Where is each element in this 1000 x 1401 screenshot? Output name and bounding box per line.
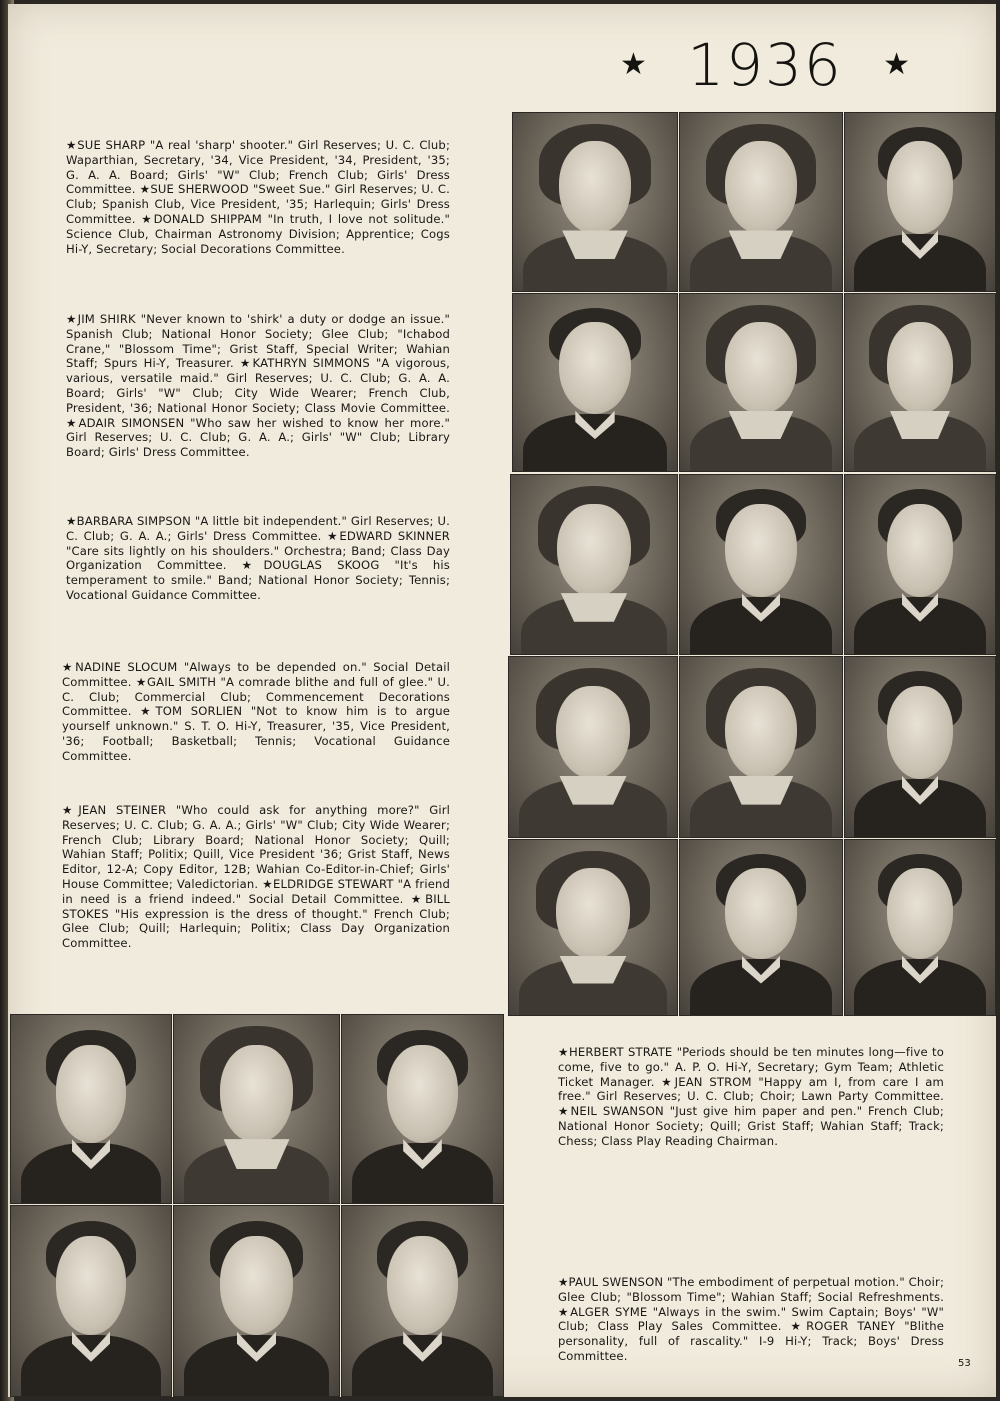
page-number: 53 [958,1358,971,1369]
portrait-photo [844,656,996,838]
portrait-photo [10,1205,172,1397]
bio-block-shirk-simmons-simonsen: ★JIM SHIRK "Never known to 'shirk' a duty or dodge an issue." Spanish Club; National Honor Society; Glee Club; "Ichabod Crane," "Blossom Time"; Grist Staff, Special Writer; Wahian Staff; Spurs Hi-Y, Treasurer. ★KATHRYN SIMMONS "A vigorous, various, versatile maid." Girl Reserves; U. C. Club; G. A. A. Board; Girls' "W" Club; City Wide Wearer; French Club, President, '36; National Honor Society; Class Movie Committee. ★ADAIR SIMONSEN "Who saw her wished to know her more." Girl Reserves; U. C. Club; G. A. A.; Girls' "W" Club; Library Board; Girls' Dress Committee. [66,312,450,460]
portrait-photo [512,293,678,472]
portrait-photo [679,839,843,1016]
bio-block-swenson-syme-taney: ★PAUL SWENSON "The embodiment of perpetual motion." Choir; Glee Club; "Blossom Time"; Wahian Staff; Social Refreshments. ★ALGER SYME "Always in the swim." Swim Captain; Boys' "W" Club; Class Play Sales Committee. ★ROGER TANEY "Blithe personality, full of rascality." I-9 Hi-Y; Track; Boys' Dress Committee. [558,1275,944,1363]
bio-block-slocum-smith-sorlien: ★NADINE SLOCUM "Always to be depended on." Social Detail Committee. ★GAIL SMITH "A comrade blithe and full of glee." U. C. Club; Commercial Club; Commencement Decorations Committee. ★TOM SORLIEN "Not to know him is to argue yourself unknown." S. T. O. Hi-Y, Treasurer, '35, Vice President, '36; Football; Basketball; Tennis; Vocational Guidance Committee. [62,660,450,763]
portrait-photo [508,839,678,1016]
portrait-photo [679,112,843,292]
portrait-photo [173,1205,340,1397]
portrait-photo [341,1205,504,1397]
portrait-photo [508,656,678,838]
portrait-photo [512,112,678,292]
portrait-photo [341,1014,504,1204]
portrait-photo [844,112,996,292]
year-header [620,30,910,100]
bio-block-strate-strom-swanson: ★HERBERT STRATE "Periods should be ten minutes long—five to come, five to go." A. P. O. Hi-Y, Secretary; Gym Team; Athletic Ticket Manager. ★JEAN STROM "Happy am I, from care I am free." Girl Reserves; U. C. Club; Choir; Lawn Party Committee. ★NEIL SWANSON "Just give him paper and pen." French Club; National Honor Society; Quill; Grist Staff; Wahian Staff; Track; Chess; Class Play Reading Chairman. [558,1045,944,1148]
portrait-photo [679,474,843,655]
portrait-photo [679,293,843,472]
year-title: 1936 [687,31,843,99]
portrait-photo [844,839,996,1016]
portrait-photo [10,1014,172,1204]
portrait-photo [844,293,996,472]
portrait-photo [844,474,996,655]
portrait-photo [679,656,843,838]
portrait-photo [510,474,678,655]
star-icon-right: ★ [883,48,910,81]
portrait-photo [173,1014,340,1204]
bio-block-sharp-sherwood-shippam: ★SUE SHARP "A real 'sharp' shooter." Girl Reserves; U. C. Club; Waparthian, Secretary, '34, Vice President, '34, President, '35; G. A. A. Board; Girls' "W" Club; French Club; Girls' Dress Committee. ★SUE SHERWOOD "Sweet Sue." Girl Reserves; U. C. Club; Spanish Club, Vice President, '35; Harlequin; Girls' Dress Committee. ★DONALD SHIPPAM "In truth, I love not solitude." Science Club, Chairman Astronomy Division; Apprentice; Cogs Hi-Y, Secretary; Social Decorations Committee. [66,138,450,256]
bio-block-steiner-stewart-stokes: ★JEAN STEINER "Who could ask for anything more?" Girl Reserves; U. C. Club; G. A. A.; Girls' "W" Club; City Wide Wearer; French Club; Library Board; National Honor Society; Quill; Wahian Staff; Politix; Quill, Vice President '36; Grist Staff, News Editor, 12-A; Copy Editor, 12B; Wahian Co-Editor-in-Chief; Girls' House Committee; Valedictorian. ★ELDRIDGE STEWART "A friend in need is a friend indeed." Social Detail Committee. ★BILL STOKES "His expression is the dress of thought." French Club; Glee Club; Quill; Harlequin; Politix; Class Day Organization Committee. [62,803,450,951]
star-icon-left: ★ [620,48,647,81]
bio-block-simpson-skinner-skoog: ★BARBARA SIMPSON "A little bit independent." Girl Reserves; U. C. Club; G. A. A.; Girls' Dress Committee. ★EDWARD SKINNER "Care sits lightly on his shoulders." Orchestra; Band; Class Day Organization Committee. ★DOUGLAS SKOOG "It's his temperament to smile." Band; National Honor Society; Tennis; Vocational Guidance Committee. [66,514,450,602]
